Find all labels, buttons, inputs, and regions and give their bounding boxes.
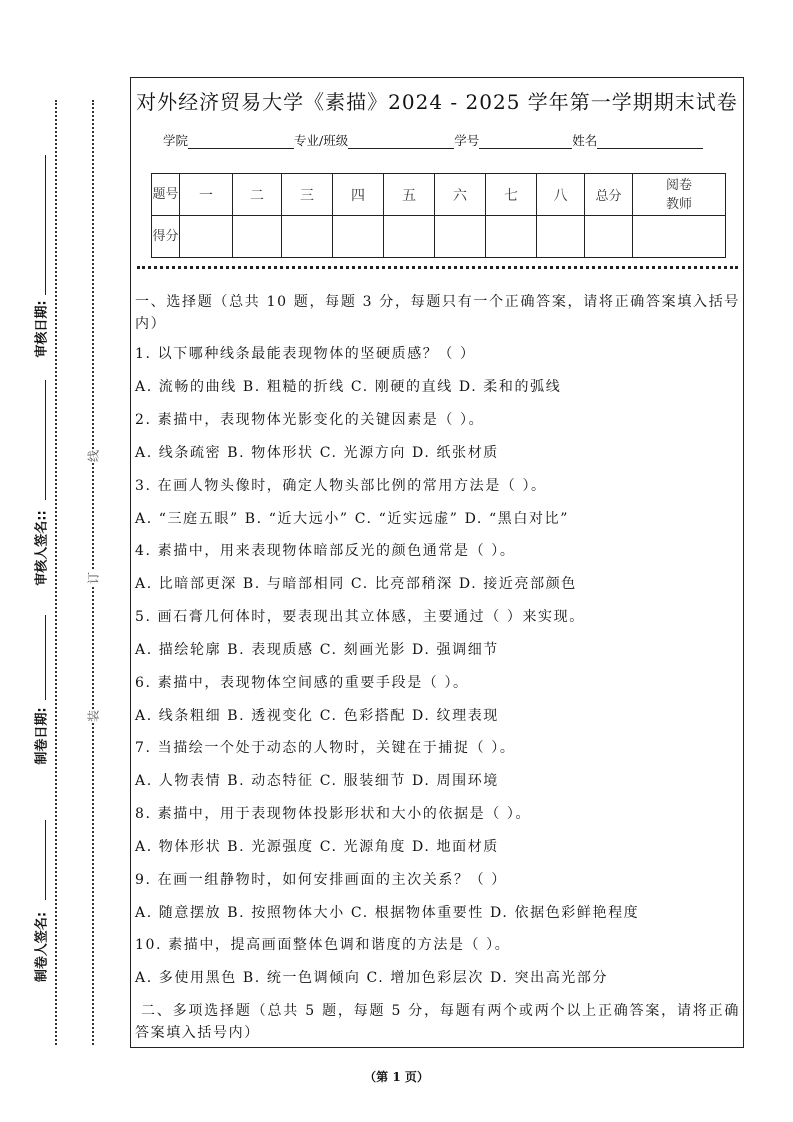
question-3-options: A. “三庭五眼” B. “近大远小” C. “近实远虚” D. “黑白对比” — [135, 511, 569, 527]
question-10-options: A. 多使用黑色 B. 统一色调倾向 C. 增加色彩层次 D. 突出高光部分 — [135, 970, 609, 986]
maker-sign-label: 制卷人签名: — [34, 911, 50, 983]
dotted-separator — [137, 266, 738, 269]
question-4: 4. 素描中，用来表现物体暗部反光的颜色通常是（ ）。 — [135, 543, 516, 559]
student-id-field[interactable] — [479, 134, 572, 149]
question-3: 3. 在画人物头像时，确定人物头部比例的常用方法是（ ）。 — [135, 478, 547, 494]
bind-mark-ding: 订 — [86, 571, 101, 585]
score-row — [152, 216, 726, 258]
question-6: 6. 素描中，表现物体空间感的重要手段是（ ）。 — [135, 675, 469, 691]
review-date-line — [45, 155, 46, 295]
question-10: 10. 素描中，提高画面整体色调和谐度的方法是（ ）。 — [135, 937, 511, 953]
col-2: 二 — [233, 174, 282, 216]
score-cell[interactable] — [333, 216, 384, 258]
question-8: 8. 素描中，用于表现物体投影形状和大小的依据是（ ）。 — [135, 806, 532, 822]
col-1: 一 — [180, 174, 233, 216]
maker-sign-line — [45, 820, 46, 900]
bind-mark-zhuang: 装 — [86, 709, 101, 723]
score-cell[interactable] — [435, 216, 486, 258]
major-class-field[interactable] — [348, 134, 454, 149]
question-5: 5. 画石膏几何体时，要表现出其立体感，主要通过（ ）来实现。 — [135, 609, 585, 625]
review-date-label: 审核日期: — [34, 300, 50, 358]
college-label: 学院 — [163, 133, 189, 148]
row-label-score: 得分 — [152, 216, 180, 258]
question-8-options: A. 物体形状 B. 光源强度 C. 光源角度 D. 地面材质 — [135, 839, 499, 855]
score-cell[interactable] — [633, 216, 726, 258]
student-id-label: 学号 — [454, 133, 480, 148]
major-class-label: 专业/班级 — [294, 133, 349, 148]
make-date-line — [45, 615, 46, 700]
question-9: 9. 在画一组静物时，如何安排画面的主次关系？（ ） — [135, 872, 507, 888]
binding-dotted-line-outer — [55, 100, 57, 1045]
score-cell[interactable] — [233, 216, 282, 258]
score-cell[interactable] — [585, 216, 633, 258]
name-label: 姓名 — [572, 133, 598, 148]
score-cell[interactable] — [282, 216, 333, 258]
score-cell[interactable] — [180, 216, 233, 258]
exam-title: 对外经济贸易大学《素描》2024 - 2025 学年第一学期期末试卷 — [136, 90, 738, 114]
question-1: 1. 以下哪种线条最能表现物体的坚硬质感？（ ） — [135, 346, 476, 362]
question-7: 7. 当描绘一个处于动态的人物时，关键在于捕捉（ ）。 — [135, 740, 516, 756]
row-label-question-number: 题号 — [152, 174, 180, 216]
col-3: 三 — [282, 174, 333, 216]
score-cell[interactable] — [537, 216, 585, 258]
col-8: 八 — [537, 174, 585, 216]
question-2: 2. 素描中，表现物体光影变化的关键因素是（ ）。 — [135, 412, 485, 428]
question-number-row — [152, 174, 726, 216]
college-field[interactable] — [188, 134, 294, 149]
make-date-label: 制卷日期: — [34, 707, 50, 765]
score-cell[interactable] — [486, 216, 537, 258]
section1-heading: 一、选择题（总共 10 题，每题 3 分，每题只有一个正确答案，请将正确答案填入括号内） — [135, 294, 740, 332]
question-4-options: A. 比暗部更深 B. 与暗部相同 C. 比亮部稍深 D. 接近亮部颜色 — [135, 576, 577, 592]
question-5-options: A. 描绘轮廓 B. 表现质感 C. 刻画光影 D. 强调细节 — [135, 642, 499, 658]
reviewer-sign-label: 审核人签名:: — [34, 510, 50, 586]
score-cell[interactable] — [384, 216, 435, 258]
score-table — [151, 173, 726, 258]
question-6-options: A. 线条粗细 B. 透视变化 C. 色彩搭配 D. 纹理表现 — [135, 708, 499, 724]
col-7: 七 — [486, 174, 537, 216]
student-info-fields — [163, 131, 703, 149]
section2-heading: 二、多项选择题（总共 5 题，每题 5 分，每题有两个或两个以上正确答案，请将正确答案填入括号内） — [135, 1003, 740, 1041]
col-5: 五 — [384, 174, 435, 216]
bind-mark-xian: 线 — [86, 449, 101, 463]
question-7-options: A. 人物表情 B. 动态特征 C. 服装细节 D. 周围环境 — [135, 773, 499, 789]
question-1-options: A. 流畅的曲线 B. 粗糙的折线 C. 刚硬的直线 D. 柔和的弧线 — [135, 379, 562, 395]
question-9-options: A. 随意摆放 B. 按照物体大小 C. 根据物体重要性 D. 依据色彩鲜艳程度 — [135, 905, 640, 921]
reviewer-sign-line — [45, 380, 46, 500]
col-6: 六 — [435, 174, 486, 216]
col-total: 总分 — [585, 174, 633, 216]
col-grader: 阅卷教师 — [633, 174, 726, 216]
name-field[interactable] — [597, 134, 703, 149]
col-4: 四 — [333, 174, 384, 216]
page-number: （第 1 页） — [364, 1070, 429, 1084]
question-2-options: A. 线条疏密 B. 物体形状 C. 光源方向 D. 纸张材质 — [135, 445, 499, 461]
